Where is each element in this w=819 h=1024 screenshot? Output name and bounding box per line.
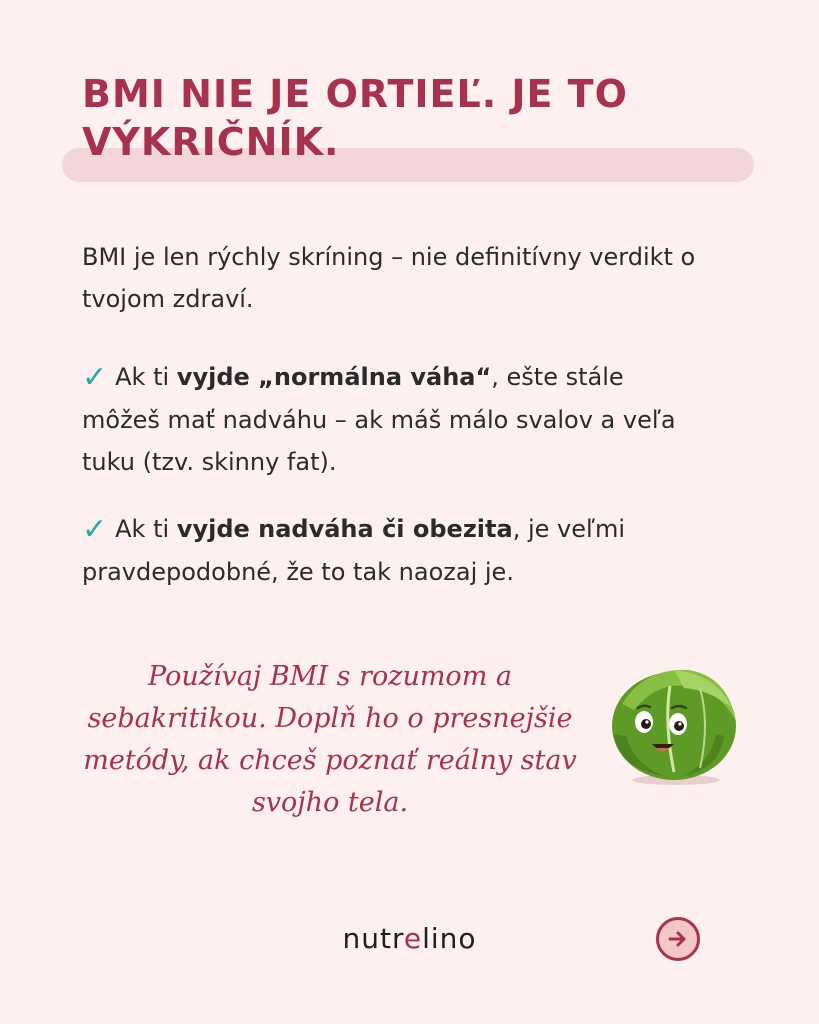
logo-text-accent: e (403, 922, 423, 955)
next-button[interactable] (656, 917, 700, 961)
point-lead: Ak ti (115, 363, 177, 391)
cabbage-mascot-icon (604, 664, 744, 786)
logo-text-start: nutr (342, 922, 404, 955)
point-overweight (82, 508, 702, 593)
advice-quote: Používaj BMI s rozumom a sebakritikou. Doplň ho o presnejšie metódy, ak chceš poznať reálny stav svojho tela. (83, 661, 577, 818)
point-bold: vyjde nadváha či obezita (176, 515, 513, 543)
intro-text: BMI je len rýchly skríning – nie definitívny verdikt o tvojom zdraví. (82, 243, 696, 313)
logo-text-end: lino (422, 922, 477, 955)
title-block (62, 68, 754, 186)
point-rest: , ešte stále môžeš mať nadváhu – ak máš málo svalov a veľa tuku (tzv. skinny fat). (82, 363, 676, 476)
check-icon: ✓ (82, 512, 108, 547)
point-bold: vyjde „normálna váha“ (176, 363, 492, 391)
point-rest: , je veľmi pravdepodobné, že to tak naozaj je. (82, 515, 626, 586)
point-lead: Ak ti (115, 515, 177, 543)
page-title: BMI NIE JE ORTIEĽ. JE TO VÝKRIČNÍK. (82, 72, 628, 164)
point-normal-weight (82, 356, 702, 483)
arrow-right-icon (666, 927, 690, 951)
check-icon: ✓ (82, 360, 108, 395)
